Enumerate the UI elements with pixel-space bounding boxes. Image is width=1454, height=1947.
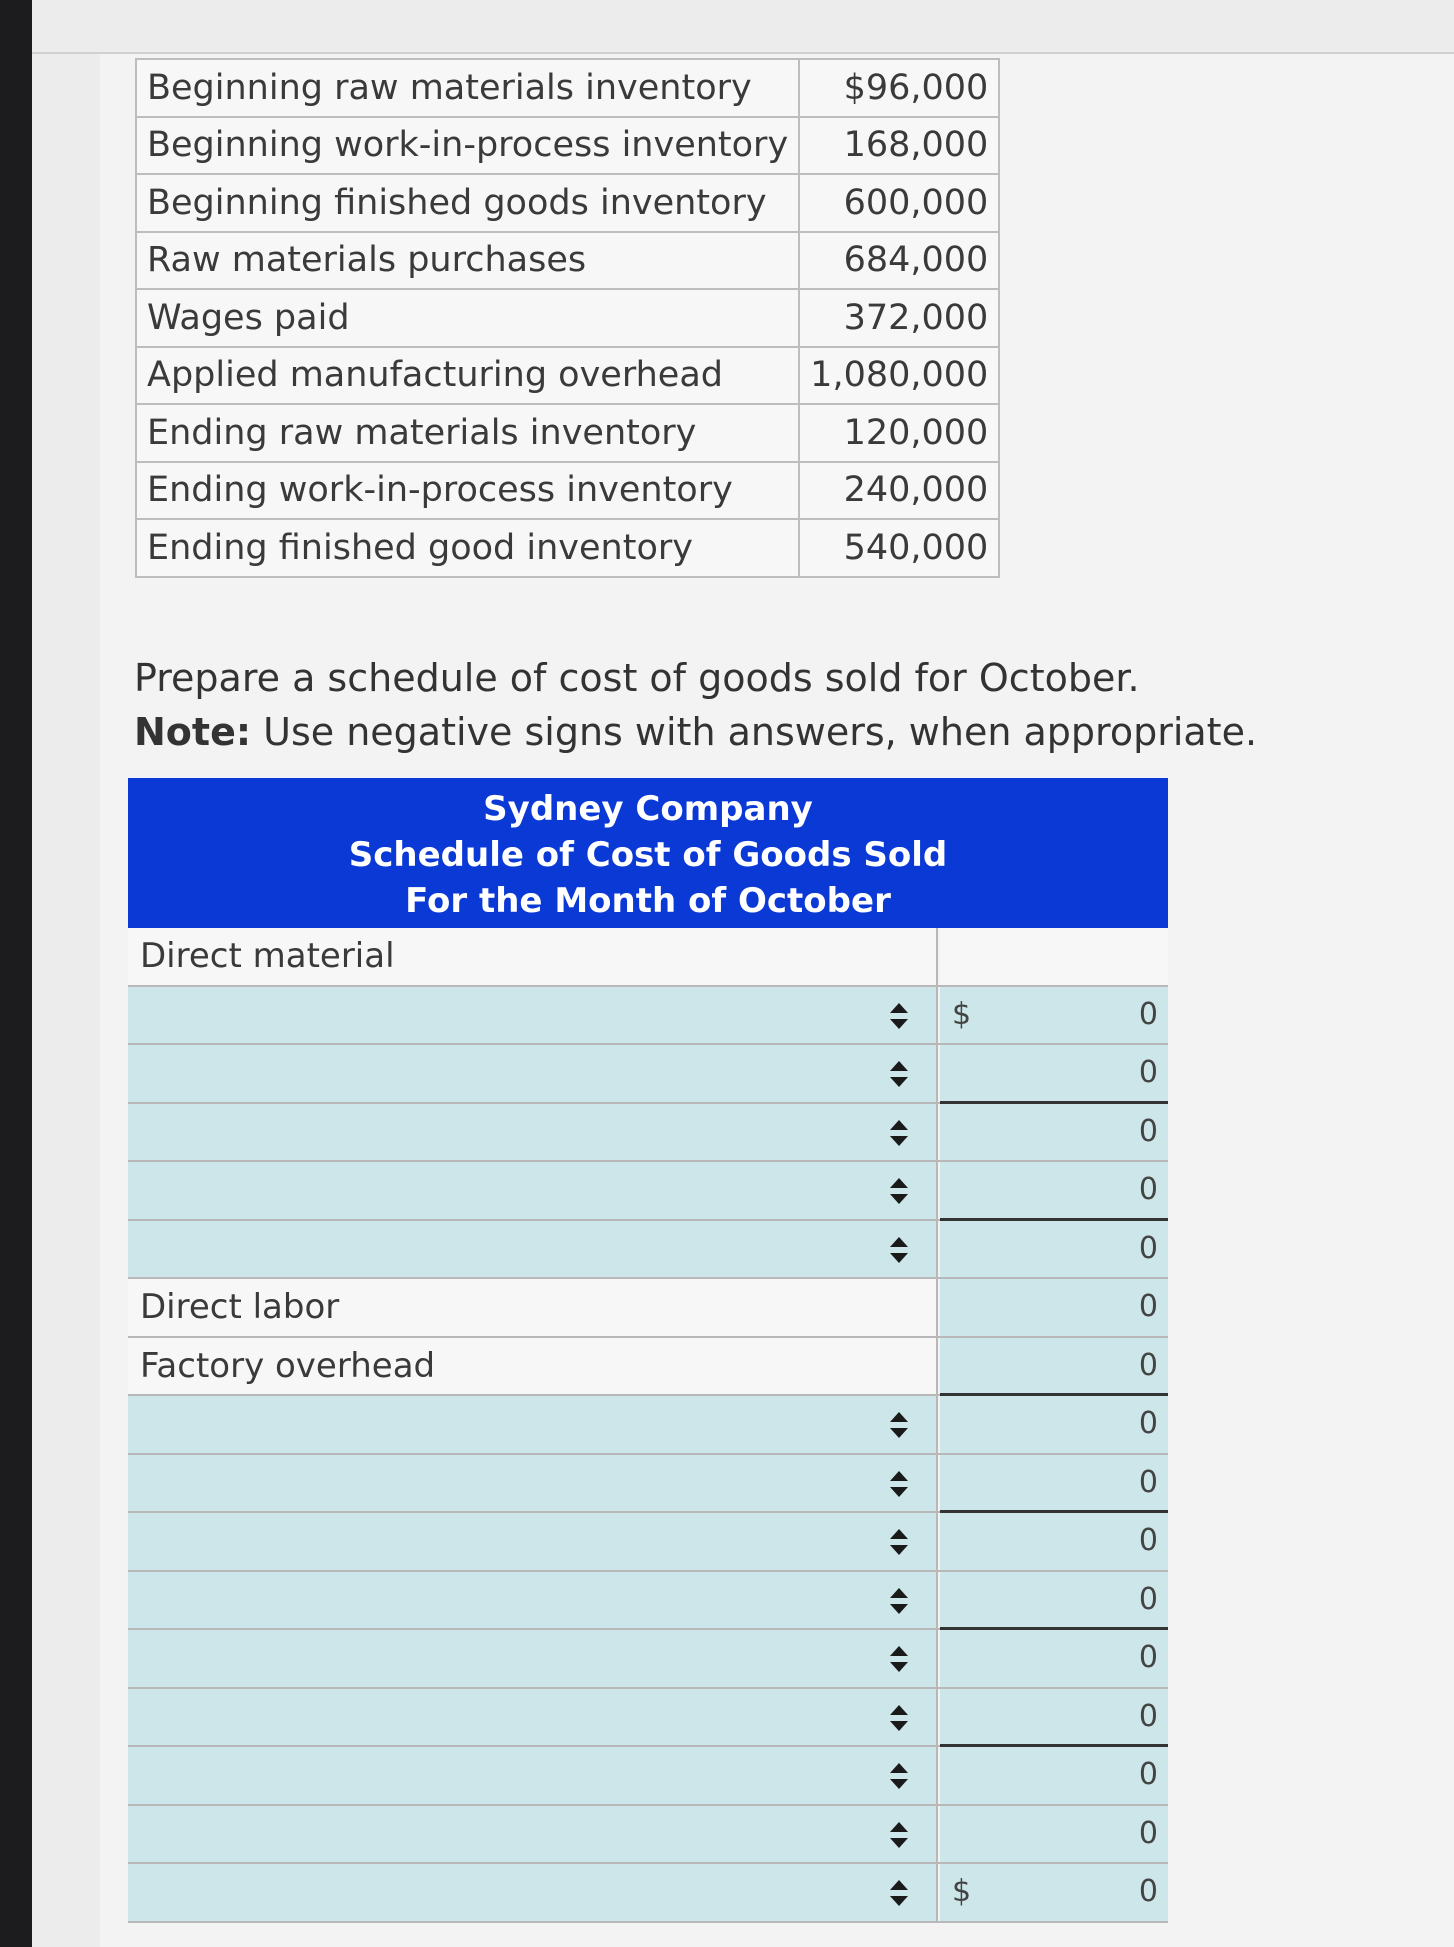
worksheet-input-row [128,1806,1168,1865]
amount-input[interactable] [940,1338,1168,1395]
cogs-worksheet [128,778,1168,1923]
worksheet-input-row [128,1572,1168,1631]
data-table-row [136,232,999,290]
amount-input[interactable] [940,1221,1168,1278]
worksheet-input-row [128,1455,1168,1514]
dropdown-updown-icon [888,1527,910,1557]
data-table-row [136,59,999,117]
worksheet-input-row [128,1045,1168,1104]
section-label-cell [128,1279,938,1336]
data-table-row [136,519,999,577]
account-dropdown[interactable] [128,1162,938,1219]
amount-value: 0 [1138,1640,1158,1675]
amount-value: 0 [1138,1406,1158,1441]
amount-value: 0 [1138,1172,1158,1207]
account-dropdown[interactable] [128,1455,938,1512]
worksheet-input-row [128,1513,1168,1572]
dropdown-updown-icon [888,1001,910,1031]
amount-input[interactable] [940,1806,1168,1863]
data-row-value: 600,000 [799,174,999,232]
worksheet-section-row [128,1338,1168,1397]
dropdown-updown-icon [888,1410,910,1440]
dropdown-updown-icon [888,1059,910,1089]
worksheet-input-row [128,987,1168,1046]
account-dropdown[interactable] [128,1572,938,1629]
data-row-value: 1,080,000 [799,347,999,405]
section-label-cell [128,928,938,985]
data-table-row [136,404,999,462]
account-dropdown[interactable] [128,1104,938,1161]
worksheet-input-row [128,1864,1168,1923]
amount-value: 0 [1138,1230,1158,1266]
worksheet-section-row [128,1279,1168,1338]
dropdown-updown-icon [888,1469,910,1499]
worksheet-input-row [128,1747,1168,1806]
account-dropdown[interactable] [128,987,938,1044]
amount-value: 0 [1138,996,1158,1032]
amount-value: 0 [1138,1113,1158,1149]
amount-input[interactable] [940,1572,1168,1629]
data-row-value: 240,000 [799,462,999,520]
data-row-label: Ending finished good inventory [136,519,799,577]
data-table-row [136,289,999,347]
amount-input[interactable] [940,1045,1168,1102]
account-dropdown[interactable] [128,1630,938,1687]
account-dropdown[interactable] [128,1045,938,1102]
section-label-cell [128,1338,938,1395]
worksheet-input-row [128,1630,1168,1689]
schedule-title: Schedule of Cost of Goods Sold [348,835,948,875]
section-label: Direct material [140,936,395,976]
data-row-value: 684,000 [799,232,999,290]
currency-symbol: $ [952,996,972,1032]
amount-value: 0 [1138,1055,1158,1090]
currency-symbol: $ [952,1874,972,1909]
data-row-label: Beginning work-in-process inventory [136,117,799,175]
data-row-label: Ending work-in-process inventory [136,462,799,520]
dropdown-updown-icon [888,1176,910,1206]
data-table-row [136,117,999,175]
worksheet-input-row [128,1104,1168,1163]
account-dropdown[interactable] [128,1747,938,1804]
note-body: Use negative signs with answers, when appropriate. [251,710,1258,754]
amount-value: 0 [1138,1815,1158,1851]
worksheet-header [128,778,1168,928]
data-table-row [136,174,999,232]
dropdown-updown-icon [888,1820,910,1850]
amount-input[interactable] [940,1104,1168,1161]
data-row-label: Applied manufacturing overhead [136,347,799,405]
data-row-label: Ending raw materials inventory [136,404,799,462]
amount-value: 0 [1138,1581,1158,1617]
account-dropdown[interactable] [128,1513,938,1570]
data-row-label: Beginning finished goods inventory [136,174,799,232]
worksheet-input-row [128,1396,1168,1455]
worksheet-input-row [128,1689,1168,1748]
account-dropdown[interactable] [128,1864,938,1921]
dropdown-updown-icon [888,1703,910,1733]
amount-input[interactable] [940,1630,1168,1687]
amount-input[interactable] [940,1689,1168,1746]
account-dropdown[interactable] [128,1221,938,1278]
data-row-label: Raw materials purchases [136,232,799,290]
data-table-row [136,347,999,405]
amount-input[interactable] [940,1396,1168,1453]
amount-value: 0 [1138,1757,1158,1792]
empty-amount-cell [940,928,1168,985]
worksheet-input-row [128,1162,1168,1221]
amount-value: 0 [1138,1347,1158,1383]
amount-input[interactable] [940,1747,1168,1804]
section-label: Factory overhead [140,1345,436,1386]
amount-input[interactable] [940,1455,1168,1512]
amount-value: 0 [1138,1874,1158,1909]
data-row-label: Beginning raw materials inventory [136,59,799,117]
dropdown-updown-icon [888,1235,910,1265]
amount-input[interactable] [940,1513,1168,1570]
amount-value: 0 [1138,1289,1158,1324]
given-data-table [135,58,1000,578]
dropdown-updown-icon [888,1761,910,1791]
data-table-row [136,462,999,520]
account-dropdown[interactable] [128,1806,938,1863]
note-text [134,710,1257,754]
data-row-value: 120,000 [799,404,999,462]
account-dropdown[interactable] [128,1396,938,1453]
worksheet-input-row [128,1221,1168,1280]
dropdown-updown-icon [888,1644,910,1674]
dropdown-updown-icon [888,1118,910,1148]
data-row-value: 540,000 [799,519,999,577]
amount-input[interactable] [940,1162,1168,1219]
worksheet-section-row [128,928,1168,987]
amount-input[interactable] [940,987,1168,1044]
dropdown-updown-icon [888,1878,910,1908]
data-row-value: 168,000 [799,117,999,175]
instruction-text: Prepare a schedule of cost of goods sold for October. [134,656,1140,700]
note-label: Note: [134,710,252,754]
schedule-period: For the Month of October [405,881,891,921]
account-dropdown[interactable] [128,1689,938,1746]
amount-value: 0 [1138,1464,1158,1500]
data-row-label: Wages paid [136,289,799,347]
amount-value: 0 [1138,1523,1158,1558]
dropdown-updown-icon [888,1586,910,1616]
section-label: Direct labor [140,1287,340,1327]
amount-input[interactable] [940,1279,1168,1336]
data-row-value: 372,000 [799,289,999,347]
amount-value: 0 [1138,1698,1158,1734]
amount-input[interactable] [940,1864,1168,1921]
data-row-value: $96,000 [799,59,999,117]
company-name: Sydney Company [483,789,813,829]
